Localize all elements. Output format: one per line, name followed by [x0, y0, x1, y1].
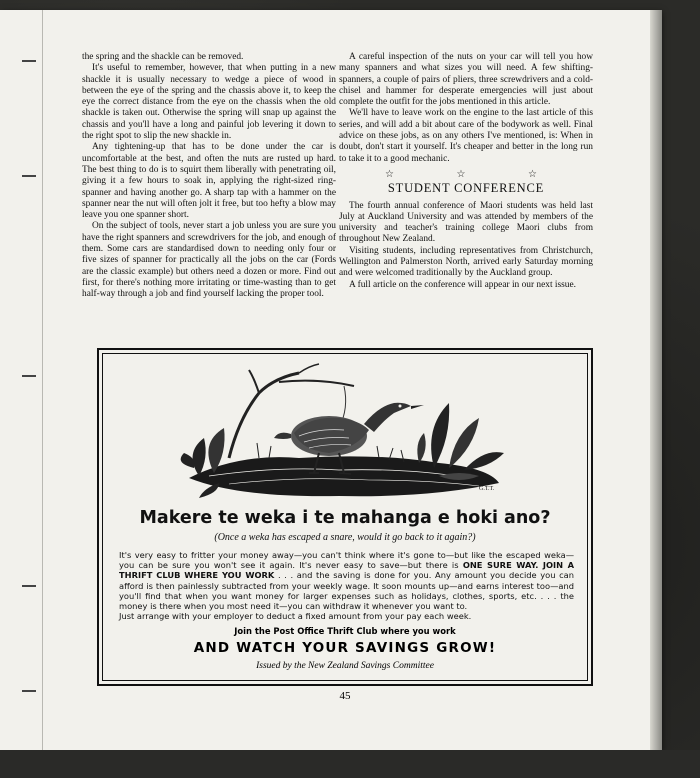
ad-body-text: It's very easy to fritter your money away—you can't think where it's gone to—but like the escaped weka—you can be sure you won't see it again. It's never easy to save—but there is: [119, 550, 574, 571]
paragraph: We'll have to leave work on the engine to the last article of this series, and will add a bit about care of the bodywork as well. Final advice on these jobs, as on any others I've mentioned, is: When in doubt, don't start it yourself. It's cheaper and better in the long run to take it to a good mechanic.: [339, 108, 593, 164]
paragraph: Visiting students, including representatives from Christchurch, Wellington and Palmerston North, arrived early Saturday morning and were welcomed traditionally by the Auckland group.: [339, 245, 593, 279]
ad-body-text: . . . and the saving is done for you. Any amount you decide you can afford is then painlessly subtracted from your weekly wage. It soon mounts up—and earns interest too—and you'll find that when you want money for larger expenses such as holidays, clothes, sports, etc. . . . the money is there when you most need it—you can withdraw it whenever you want to.: [119, 570, 575, 612]
paragraph: On the subject of tools, never start a job unless you are sure you have the right spanners and screwdrivers for the job, and enough of them. Some cars are standardised down to needing only four or five sizes of spanner for practically all the jobs on the car (Fords are the classic example) but others need a dozen or more. Find out first, for there's nothing more irritating or time-wasting than to get half-way through a job and find yourself lacking the proper tool.: [82, 221, 336, 300]
paragraph: Any tightening-up that has to be done under the car is uncomfortable at the best, and often the nuts are rusted up hard. The best thing to do is to squirt them liberally with penetrating oil, giving it a few hours to soak in, applying the right-sized ring-spanner and having another go. A sharp tap with a hammer on the spanner near the nut will often jolt it free, but too hefty a blow may leave you one spanner short.: [82, 142, 336, 221]
paragraph: A careful inspection of the nuts on your car will tell you how many spanners and what sizes you will need. A few shifting-spanners, a couple of pairs of pliers, three screwdrivers and a cold-chisel and hammer for desperate emergencies will just about complete the outfit for the jobs mentioned in this article.: [339, 52, 593, 108]
right-column: [339, 52, 593, 291]
paragraph: A full article on the conference will appear in our next issue.: [349, 279, 576, 290]
weka-bird-illustration: [179, 358, 509, 503]
ad-body-text: Just arrange with your employer to deduct a fixed amount from your pay each week.: [119, 611, 472, 622]
paragraph: the spring and the shackle can be removed.: [82, 52, 244, 62]
ad-subheadline: (Once a weka has escaped a snare, would it go back to it again?): [214, 532, 476, 543]
binding-mark: [22, 585, 36, 587]
page-edge: [650, 10, 662, 750]
ad-slogan: AND WATCH YOUR SAVINGS GROW!: [193, 640, 497, 656]
binding-mark: [22, 60, 36, 62]
left-column: [82, 52, 336, 301]
ad-call-to-action: Join the Post Office Thrift Club where you work: [234, 626, 456, 636]
ad-body: [119, 550, 574, 621]
star-divider: ☆ ☆ ☆: [385, 168, 567, 180]
page-number: 45: [339, 690, 351, 702]
binding-mark: [22, 690, 36, 692]
paragraph: It's useful to remember, however, that when putting in a new shackle it is usually necessary to wedge a piece of wood in between the eye of the spring and the chassis above it, to keep the eye the correct distance from the eye on the chassis when the old shackle is taken out. Otherwise the spring will snap up against the chassis and you'll have a long and painful job levering it down to the right spot to slip the new shackle in.: [82, 63, 336, 142]
svg-text:G.T.T.: G.T.T.: [479, 486, 495, 492]
binding-mark: [22, 375, 36, 377]
binding-margin: [22, 10, 43, 750]
binding-mark: [22, 175, 36, 177]
section-heading: STUDENT CONFERENCE: [387, 181, 545, 196]
savings-advertisement: [97, 348, 593, 686]
paragraph: The fourth annual conference of Maori students was held last July at Auckland University and was attended by members of the university and teacher's training college Maori clubs from throughout New Zealand.: [339, 200, 593, 245]
ad-body-emphasis: ONE SURE WAY. JOIN A THRIFT CLUB WHERE YOU WORK: [119, 560, 574, 581]
ad-issuer: Issued by the New Zealand Savings Committee: [256, 661, 434, 671]
scan-bottom-strip: [0, 750, 700, 778]
ad-headline: Makere te weka i te mahanga e hoki ano?: [139, 508, 551, 528]
